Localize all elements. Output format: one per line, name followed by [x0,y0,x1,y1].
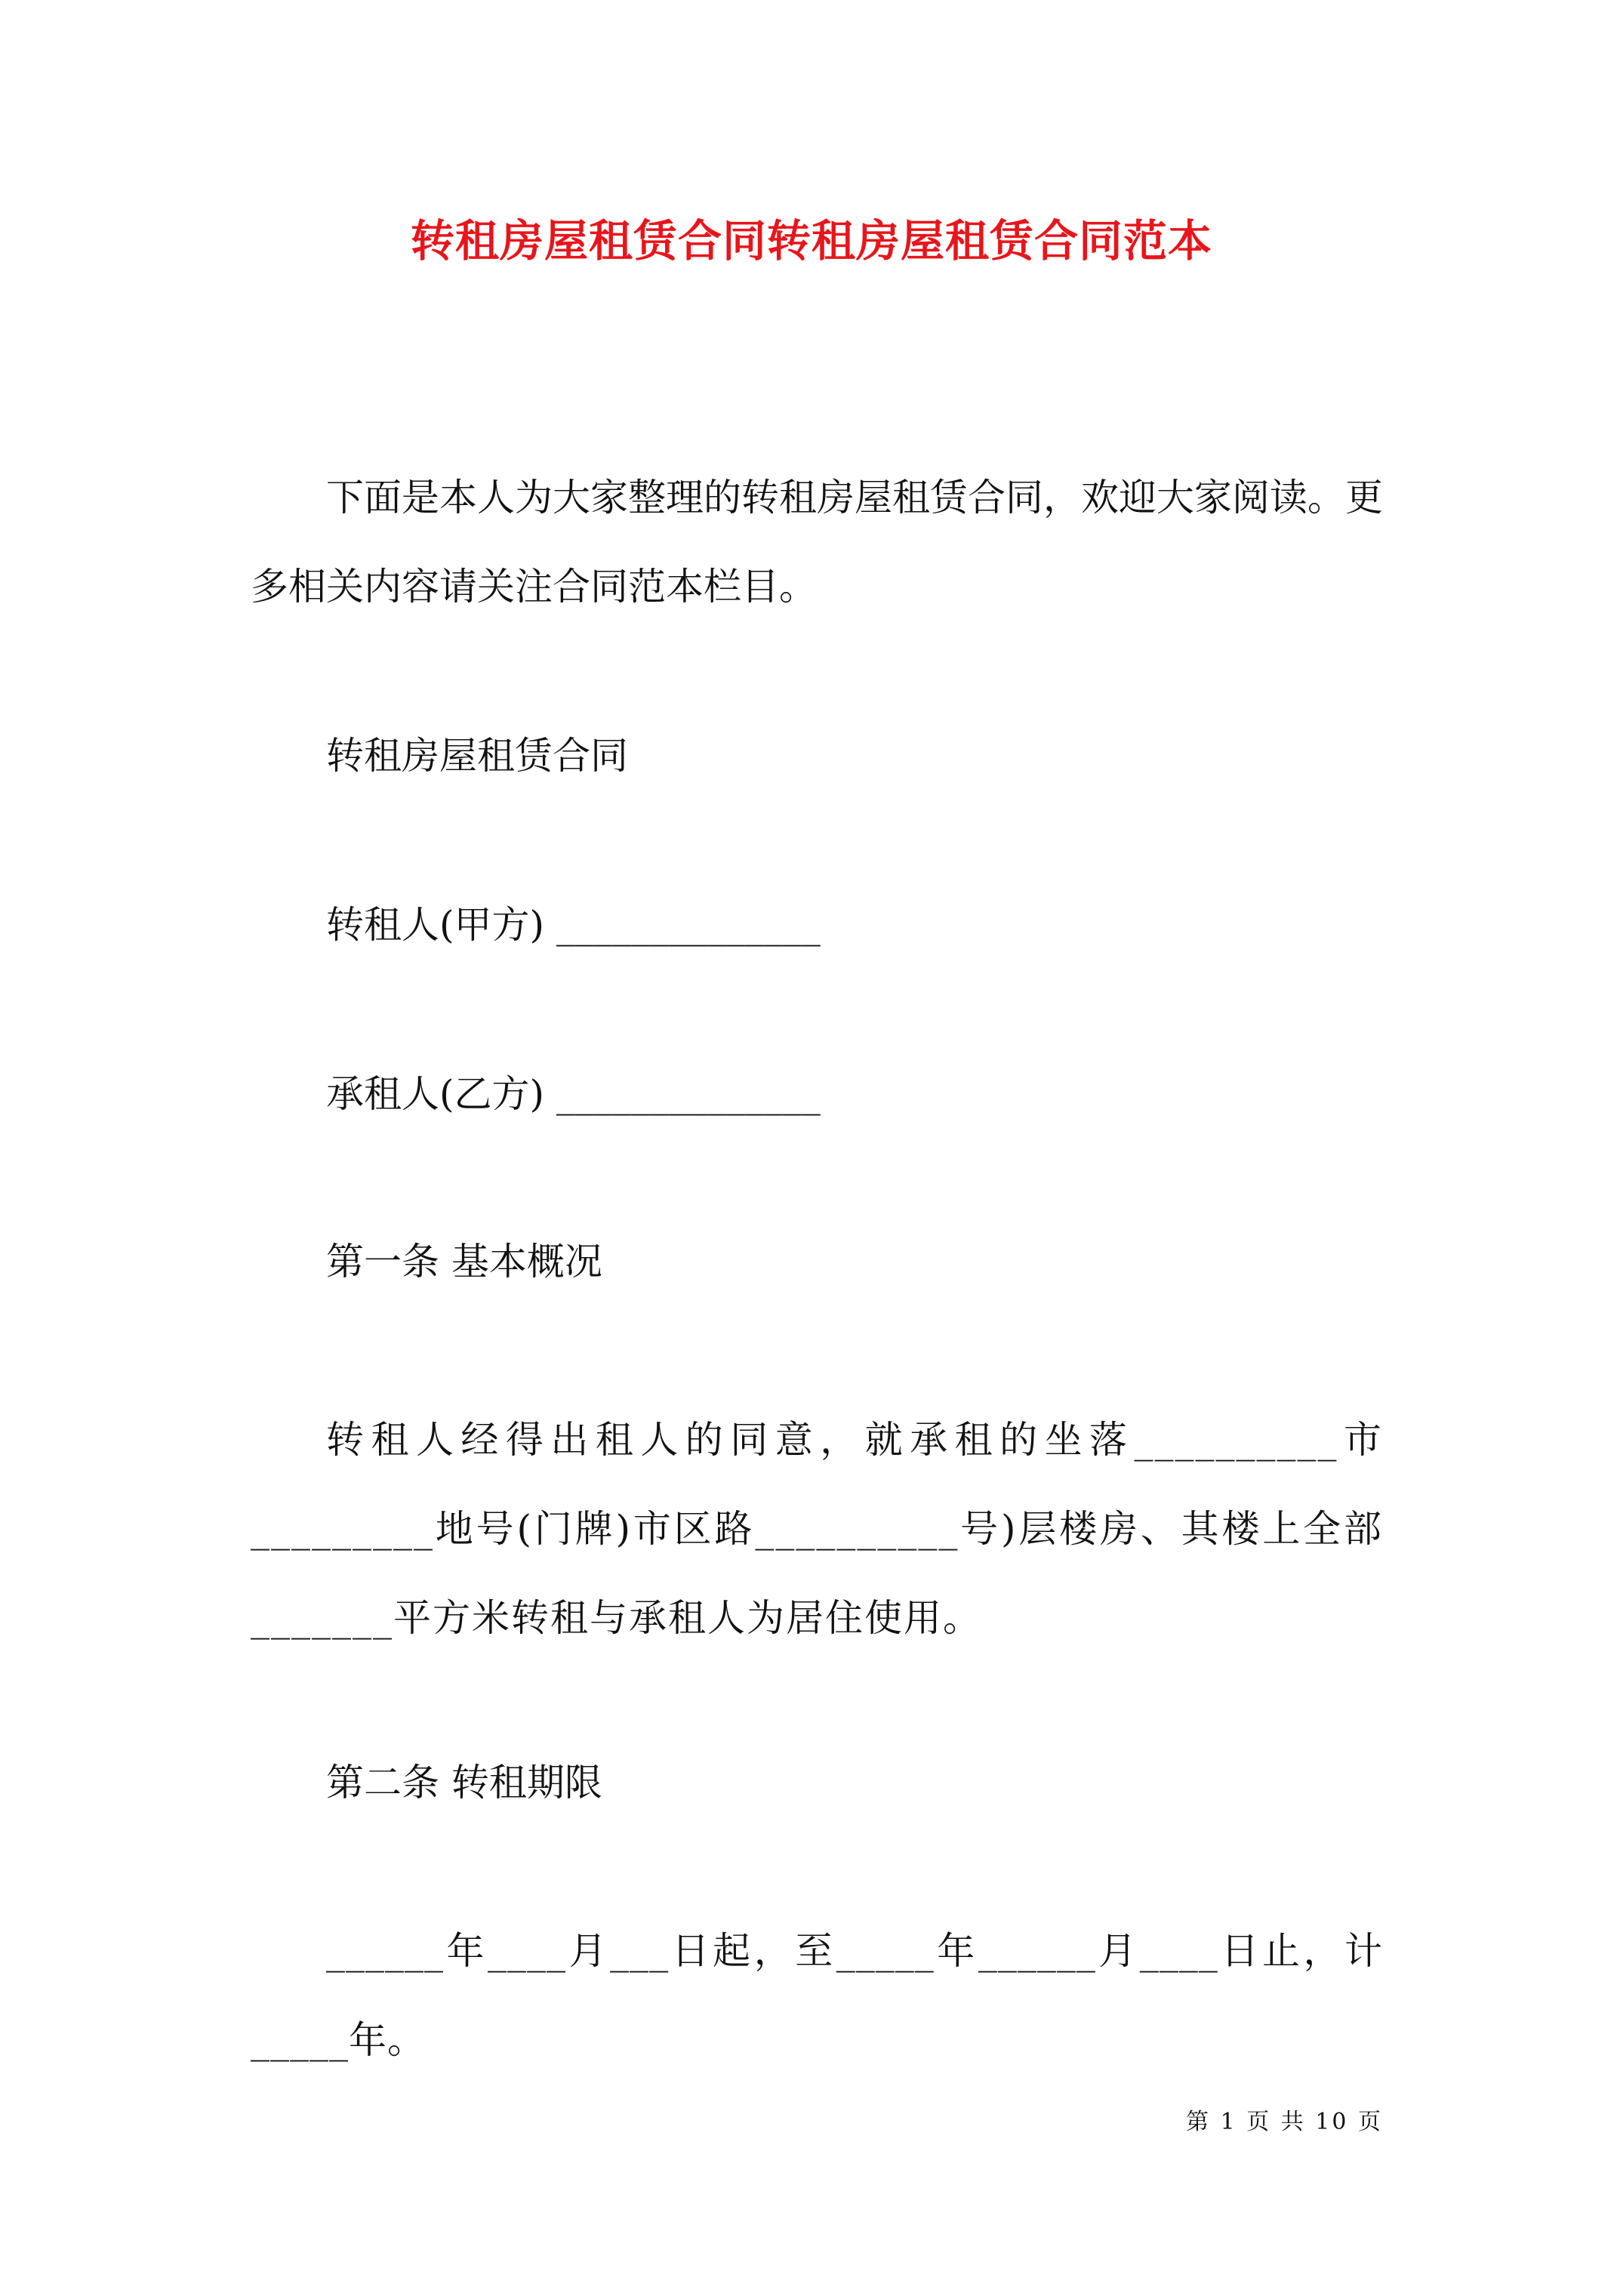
lessee-line: 承租人(乙方) ______________ [326,1072,821,1116]
contract-heading: 转租房屋租赁合同 [326,734,628,778]
document-title: 转租房屋租赁合同转租房屋租赁合同范本 [410,215,1212,267]
article-1-title: 第一条 基本概况 [326,1240,602,1284]
article-1-text: 转租人经得出租人的同意，就承租的坐落__________市_________地号(门牌)市区路__________号)层楼房、其楼上全部_______平方米转租与承租人为居住使用。 [251,1418,1383,1640]
page-footer: 第 1 页 共 10 页 [1186,2109,1383,2135]
article-2-title: 第二条 转租期限 [326,1761,602,1804]
lessor-line: 转租人(甲方) ______________ [326,903,821,947]
intro-paragraph: 下面是本人为大家整理的转租房屋租赁合同，欢迎大家阅读。更多相关内容请关注合同范本栏目。 [251,476,1383,609]
article-2-text: ______年____月___日起，至_____年______月____日止，计_____年。 [251,1929,1383,2062]
